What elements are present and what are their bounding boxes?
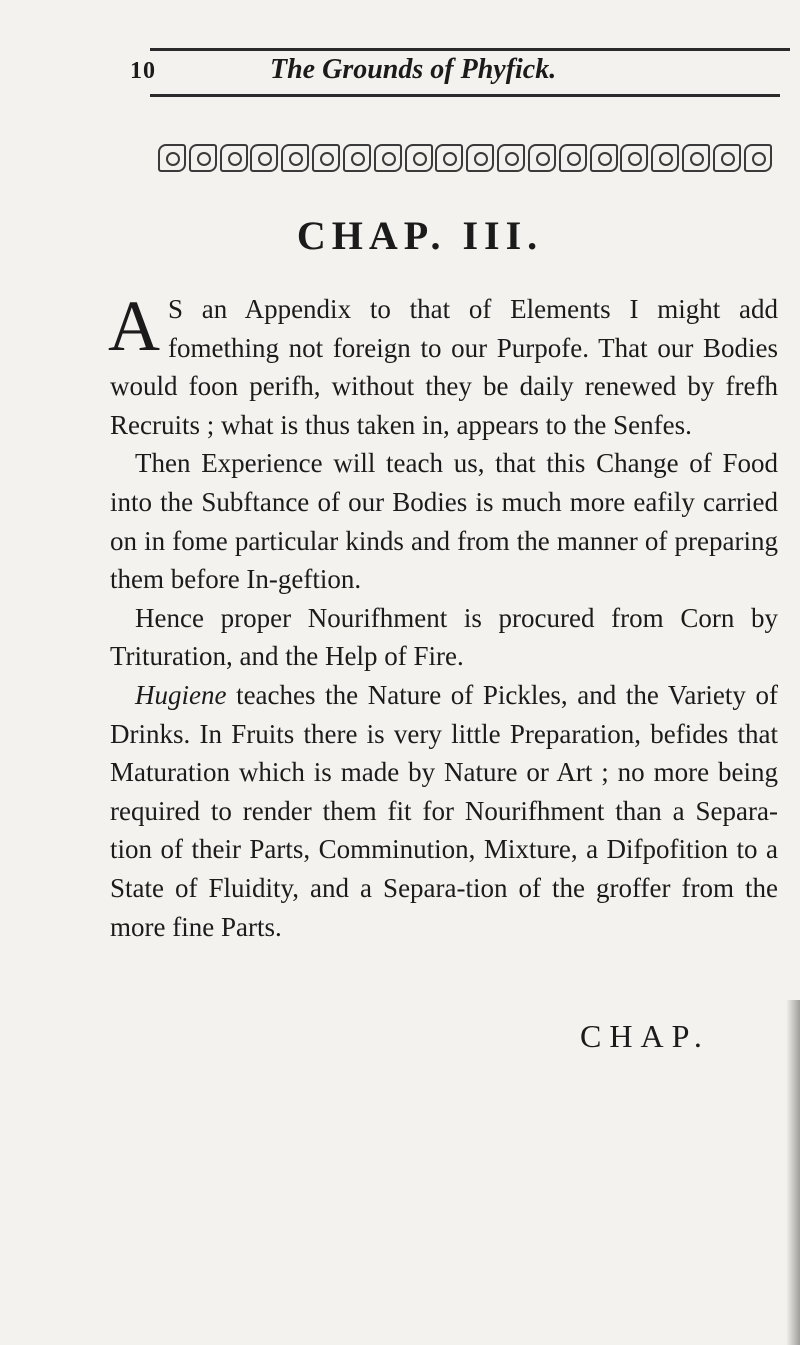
ornament-unit: [497, 144, 525, 172]
ornament-unit: [590, 144, 618, 172]
chapter-heading: CHAP. III.: [296, 213, 544, 258]
ornament-unit: [158, 144, 186, 172]
ornament-unit: [651, 144, 679, 172]
ornament-unit: [374, 144, 402, 172]
paragraph-text: S an Appendix to that of Elements I might add fomething not foreign to our Purpofe. That our Bodies would foon perifh, without they be daily renewed by frefh Recruits ; what is thus taken in, appears to the Senfes.: [110, 294, 778, 440]
ornament-unit: [220, 144, 248, 172]
page-edge-shadow: [786, 1000, 800, 1345]
paragraph-text: Then Experience will teach us, that this Change of Food into the Subftance of our Bodies is much more eafily carried on in fome particular kinds and from the manner of preparing them before In-geftion.: [110, 448, 778, 595]
ornament-unit: [435, 144, 463, 172]
ornament-unit: [713, 144, 741, 172]
ornament-unit: [343, 144, 371, 172]
ornament-unit: [281, 144, 309, 172]
page-number: 10: [130, 58, 156, 84]
running-title: The Grounds of Phyfick.: [270, 54, 557, 85]
drop-cap: A: [108, 286, 160, 366]
ornament-unit: [682, 144, 710, 172]
paragraph-4: [110, 676, 778, 946]
ornament-unit: [189, 144, 217, 172]
running-head: [130, 48, 790, 88]
ornament-unit: [405, 144, 433, 172]
italic-lead: Hugiene: [135, 679, 227, 710]
ornament-unit: [466, 144, 494, 172]
catchword: CHAP.: [580, 1018, 710, 1054]
ornament-unit: [744, 144, 772, 172]
ornamental-band: [158, 144, 772, 184]
paragraph-1: [108, 286, 778, 444]
bottom-rule: [150, 94, 780, 97]
paragraph-3: [110, 599, 778, 676]
ornament-unit: [528, 144, 556, 172]
paragraph-2: [110, 444, 778, 598]
paragraph-text: Hence proper Nourifhment is procured from Corn by Trituration, and the Help of Fire.: [110, 602, 778, 672]
paragraph-text: teaches the Nature of Pickles, and the Variety of Drinks. In Fruits there is very little Preparation, befides that Maturation which is made by Nature or Art ; no more being required to render them fit for Nourifhment than a Separa-tion of their Parts, Comminution, Mixture, a Difpofition to a State of Fluidity, and a Separa-tion of the groffer from the more fine Parts.: [110, 679, 778, 942]
body-text: [108, 286, 778, 946]
ornament-unit: [620, 144, 648, 172]
ornament-unit: [312, 144, 340, 172]
ornament-unit: [250, 144, 278, 172]
top-rule: [150, 48, 790, 51]
ornament-unit: [559, 144, 587, 172]
